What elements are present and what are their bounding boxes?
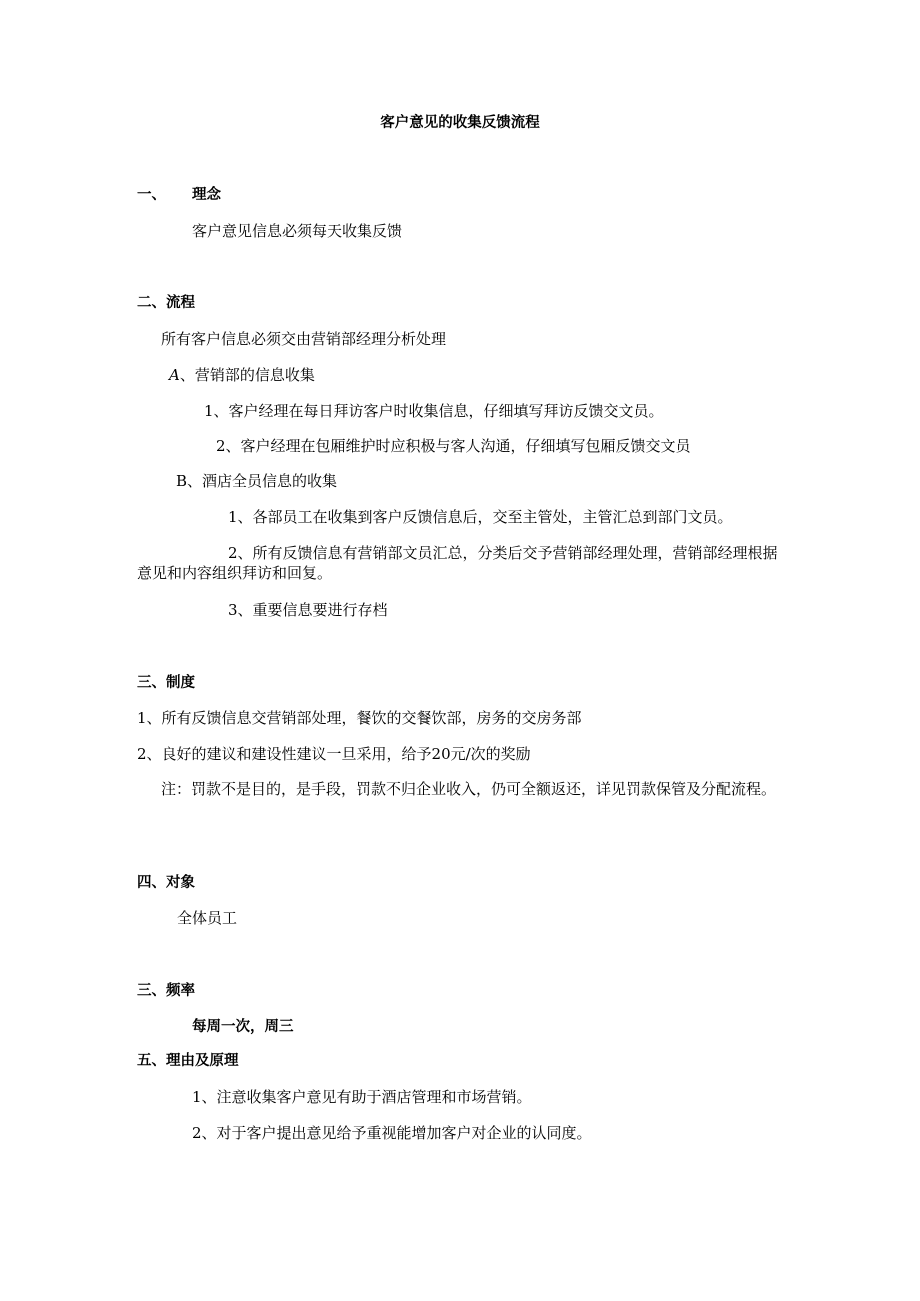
- section-1-number: 一、: [137, 187, 166, 203]
- subsection-b-item-3: 3、重要信息要进行存档: [228, 601, 388, 619]
- subsection-b-item-2: 2、所有反馈信息有营销部文员汇总，分类后交予营销部经理处理，营销部经理根据意见和内容组织拜访和回复。: [137, 544, 778, 582]
- subsection-a-title: [169, 365, 315, 385]
- section-frequency-text: 每周一次，周三: [192, 1019, 294, 1035]
- section-2-heading: 二、流程: [137, 295, 195, 311]
- subsection-a-letter: A: [169, 366, 180, 384]
- section-4-text: 全体员工: [177, 909, 238, 927]
- section-3-note: 注：罚款不是目的，是手段，罚款不归企业收入，仍可全额返还，详见罚款保管及分配流程。: [161, 780, 777, 798]
- document-title: 客户意见的收集反馈流程: [380, 115, 540, 131]
- subsection-a-label: 、营销部的信息收集: [179, 366, 315, 384]
- subsection-a-item-1: 1、客户经理在每日拜访客户时收集信息，仔细填写拜访反馈交文员。: [204, 402, 664, 420]
- section-reason-item-1: 1、注意收集客户意见有助于酒店管理和市场营销。: [192, 1088, 532, 1106]
- subsection-a-item-2: 2、客户经理在包厢维护时应积极与客人沟通，仔细填写包厢反馈交文员: [216, 437, 691, 455]
- section-reason-item-2: 2、对于客户提出意见给予重视能增加客户对企业的认同度。: [192, 1124, 592, 1142]
- section-4-heading: 四、对象: [137, 875, 195, 891]
- subsection-b-item-1: 1、各部员工在收集到客户反馈信息后，交至主管处，主管汇总到部门文员。: [228, 508, 733, 526]
- section-3-item-1: 1、所有反馈信息交营销部处理，餐饮的交餐饮部，房务的交房务部: [137, 709, 582, 727]
- section-frequency-heading: 三、频率: [137, 983, 195, 999]
- section-1-text: 客户意见信息必须每天收集反馈: [192, 222, 403, 240]
- section-1-heading: [137, 185, 221, 205]
- section-reason-heading: 五、理由及原理: [137, 1053, 239, 1069]
- section-3-heading: 三、制度: [137, 675, 195, 691]
- section-3-item-2: 2、良好的建议和建设性建议一旦采用，给予20元/次的奖励: [137, 745, 531, 763]
- subsection-b-title: B、酒店全员信息的收集: [176, 472, 338, 490]
- section-1-title: 理念: [192, 187, 221, 203]
- section-2-intro: 所有客户信息必须交由营销部经理分析处理: [161, 330, 447, 348]
